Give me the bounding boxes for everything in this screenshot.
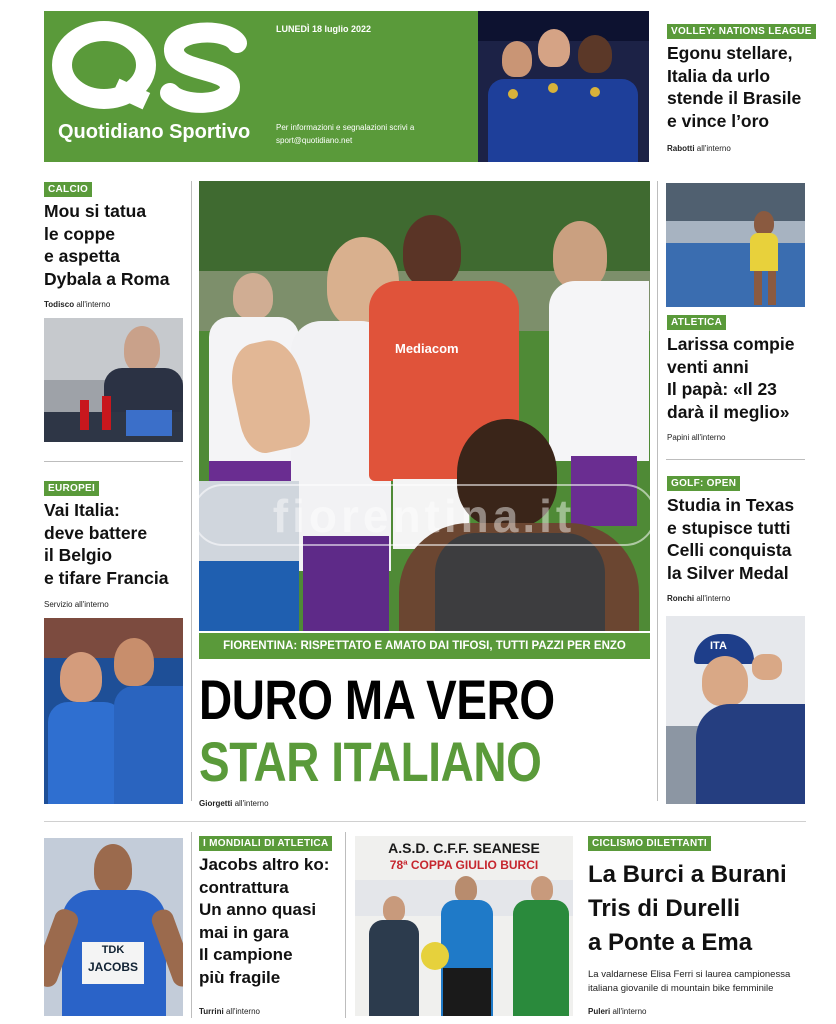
column-divider [657, 181, 658, 801]
europei-byline [44, 600, 109, 609]
mondiali-headline-line: Jacobs altro ko: [199, 855, 330, 874]
ciclismo-byline-suffix: all'interno [612, 1007, 647, 1016]
mondiali-byline [199, 1007, 260, 1016]
mourinho-photo [44, 318, 183, 442]
calcio-author: Todisco [44, 300, 75, 309]
main-title-line1: DURO MA VERO [199, 668, 555, 731]
mondiali-headline-line: mai in gara [199, 922, 289, 942]
europei-headline [44, 499, 169, 589]
cycling-photo [355, 836, 573, 1016]
volley-headline-line: Egonu stellare, [667, 43, 793, 63]
calcio-byline [44, 300, 110, 309]
main-byline-suffix: all'interno [234, 799, 269, 808]
ciclismo-headline-line: La Burci a Burani [588, 861, 787, 888]
volley-tag: VOLLEY: NATIONS LEAGUE [667, 24, 816, 39]
ciclismo-body-line: italiana giovanile di mountain bike femminile [588, 983, 774, 994]
bottom-rule [44, 821, 806, 822]
shirt-sponsor: Mediacom [395, 341, 459, 356]
golf-byline [667, 594, 730, 603]
volley-photo [478, 11, 649, 162]
main-title-line2: STAR ITALIANO [199, 730, 542, 793]
mondiali-headline-line: Un anno quasi [199, 900, 317, 919]
volley-author: Rabotti [667, 144, 695, 153]
europei-headline-line: e tifare Francia [44, 567, 169, 588]
ciclismo-author: Puleri [588, 1007, 611, 1016]
ciclismo-headline-line: Tris di Durelli [588, 895, 741, 922]
europei-tag: EUROPEI [44, 481, 99, 496]
golf-headline-line: e stupisce tutti [667, 517, 791, 538]
masthead [44, 11, 478, 162]
europei-headline-line: il Belgio [44, 545, 113, 565]
ciclismo-tag: CICLISMO DILETTANTI [588, 836, 711, 851]
atletica-headline [667, 333, 794, 423]
volley-byline-suffix: all'interno [696, 144, 731, 153]
jacobs-photo [44, 838, 183, 1016]
atletica-headline-line: venti anni [667, 356, 749, 377]
larissa-photo [666, 183, 805, 307]
ciclismo-headline-line: a Ponte a Ema [588, 929, 753, 956]
mondiali-byline-suffix: all'interno [225, 1007, 260, 1016]
calcio-tag: CALCIO [44, 182, 92, 197]
volley-headline [667, 42, 801, 132]
atletica-headline-line: Larissa compie [667, 334, 795, 354]
volley-headline-line: e vince l’oro [667, 110, 770, 131]
volley-headline-line: Italia da urlo [667, 65, 771, 86]
jacobs-bib-name: JACOBS [87, 960, 138, 974]
column-divider [191, 181, 192, 801]
golf-byline-suffix: all'interno [696, 594, 731, 603]
golf-headline-line: Studia in Texas [667, 495, 795, 515]
atletica-tag: ATLETICA [667, 315, 726, 330]
ciclismo-byline [588, 1007, 646, 1016]
ciclismo-body-line: La valdarnese Elisa Ferri si laurea campionessa [588, 969, 791, 980]
divider [666, 459, 805, 460]
main-kicker: FIORENTINA: RISPETTATO E AMATO DAI TIFOSI, TUTTI PAZZI PER ENZO [199, 633, 650, 659]
cycling-banner-line1: A.S.D. C.F.F. SEANESE [388, 840, 540, 856]
watermark: fiorentina.it [192, 484, 656, 546]
calcio-byline-suffix: all'interno [76, 300, 111, 309]
divider [44, 461, 183, 462]
masthead-info-line1: Per informazioni e segnalazioni scrivi a [276, 123, 415, 132]
masthead-name: Quotidiano Sportivo [58, 121, 251, 143]
volley-byline [667, 144, 731, 153]
atletica-byline-suffix: all'interno [691, 433, 726, 442]
europei-headline-line: Vai Italia: [44, 500, 120, 520]
main-author: Giorgetti [199, 799, 233, 808]
ciclismo-headline [588, 858, 787, 960]
atletica-headline-line: darà il meglio» [667, 401, 790, 422]
logo [52, 15, 252, 125]
europei-author: Servizio [44, 600, 73, 609]
golf-headline-line: Celli conquista [667, 540, 792, 560]
golf-headline-line: la Silver Medal [667, 562, 789, 583]
ciclismo-body [588, 968, 790, 996]
italy-women-photo [44, 618, 183, 804]
golf-author: Ronchi [667, 594, 695, 603]
golf-photo [666, 616, 805, 804]
main-byline [199, 799, 269, 808]
volley-headline-line: stende il Brasile [667, 88, 802, 108]
calcio-headline-line: le coppe [44, 223, 115, 244]
masthead-info [276, 121, 414, 147]
golf-cap-text: ITA [710, 640, 727, 652]
mondiali-headline-line: contrattura [199, 877, 289, 897]
atletica-byline [667, 433, 725, 442]
mondiali-headline-line: più fragile [199, 967, 281, 987]
calcio-headline [44, 200, 169, 290]
column-divider [191, 832, 192, 1018]
column-divider [345, 832, 346, 1018]
golf-headline [667, 494, 794, 584]
atletica-author: Papini [667, 433, 690, 442]
europei-byline-suffix: all'interno [74, 600, 109, 609]
calcio-headline-line: Dybala a Roma [44, 268, 170, 289]
calcio-headline-line: e aspetta [44, 246, 120, 266]
calcio-headline-line: Mou si tatua [44, 201, 147, 221]
main-photo [199, 181, 650, 631]
cycling-banner-line2: 78ª COPPA GIULIO BURCI [389, 858, 539, 872]
mondiali-headline [199, 854, 329, 989]
masthead-date: LUNEDÌ 18 luglio 2022 [276, 24, 372, 34]
jacobs-bib-top: TDK [101, 944, 125, 956]
masthead-info-line2: sport@quotidiano.net [276, 136, 353, 145]
mondiali-headline-line: Il campione [199, 945, 293, 964]
mondiali-author: Turrini [199, 1007, 224, 1016]
mondiali-tag: I MONDIALI DI ATLETICA [199, 836, 332, 851]
golf-tag: GOLF: OPEN [667, 476, 740, 491]
europei-headline-line: deve battere [44, 522, 148, 543]
atletica-headline-line: Il papà: «Il 23 [667, 379, 777, 399]
